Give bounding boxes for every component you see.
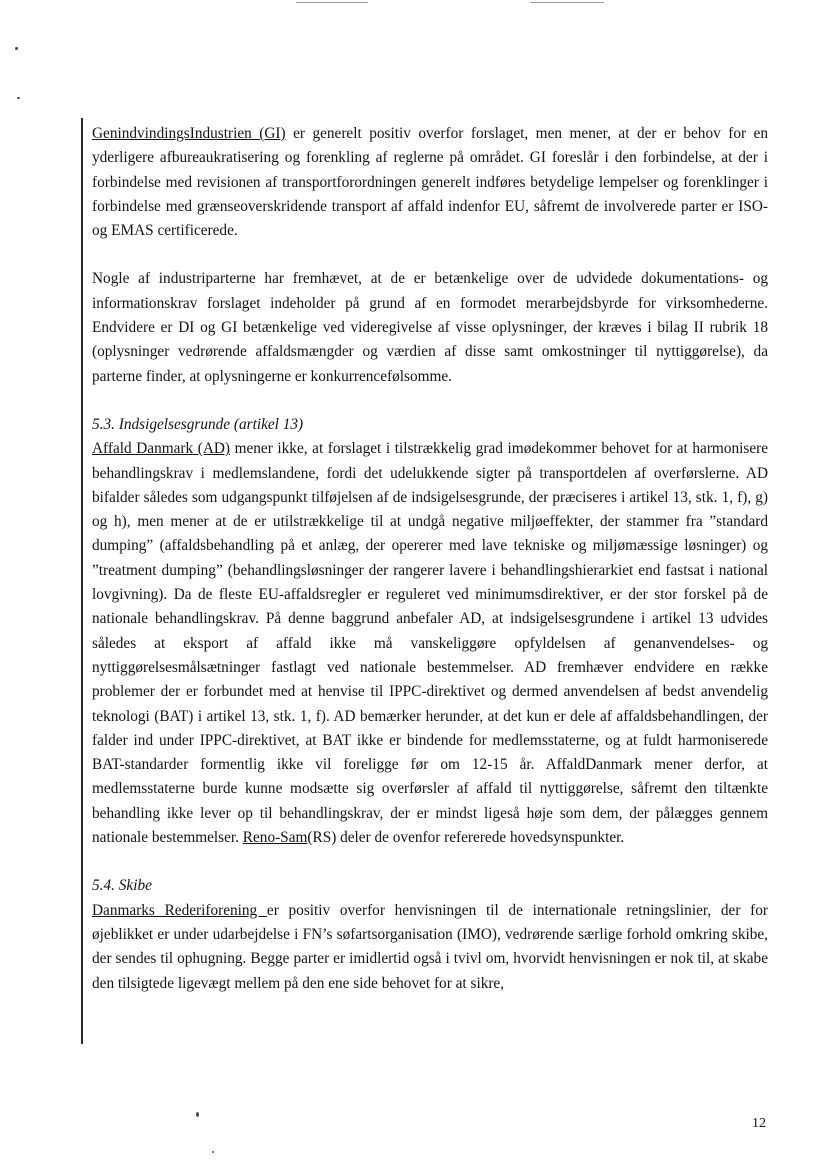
org-name-shipowners: Danmarks Rederiforening <box>92 901 267 919</box>
scan-speck <box>15 47 18 50</box>
org-name-gi: GenindvindingsIndustrien (GI) <box>92 125 286 142</box>
paragraph-ad-text: mener ikke, at forslaget i tilstrækkelig grad imødekommer behovet for at harmonisere behandlingskrav i medlemslandene, fordi det udelukkende sigter på transportdelen af overførslerne. AD bifalder således som udgangspunkt tilføjelsen af de indsigelsesgrunde, der præciseres i artikel 13, stk. 1, f), g) og h), men mener at de er utilstrækkelige til at undgå negative miljøeffekter, der stammer fra ”standard dumping” (affaldsbehandling på et anlæg, der opererer med lave tekniske og miljømæssige løsninger) og ”treatment dumping” (behandlingsløsninger der rangerer lavere i behandlingshierarkiet end fastsat i national lovgivning). Da de fleste EU-affaldsregler er reguleret ved minimumsdirektiver, er der stor forskel på de nationale behandlingskrav. På denne baggrund anbefaler AD, at indsigelsesgrundene i artikel 13 udvides således at eksport af affald ikke må vanskeliggøre opfyldelsen af genanvendelses- og nyttiggørelsesmålsætninger fastlagt ved nationale bestemmelser. AD fremhæver endvidere en række problemer der er forbundet med at henvise til IPPC-direktivet og dermed anvendelsen af bedst anvendelig teknologi (BAT) i artikel 13, stk. 1, f). AD bemærker herunder, at det kun er dele af affaldsbehandlingen, der falder ind under IPPC-direktivet, at BAT ikke er bindende for medlemsstaterne, og at fuldt harmoniserede BAT-standarder formentlig ikke vil foreligge før om 12-15 år. AffaldDanmark mener derfor, at medlemsstaterne burde kunne modsætte sig overførsler af affald til nyttiggørelse, såfremt den tiltænkte behandling ikke lever op til behandlingskrav, der er mindst ligeså høje som dem, der pålægges gennem nationale bestemmelser. <box>92 440 768 847</box>
section-heading-5-4: 5.4. Skibe <box>92 877 152 895</box>
paragraph-industry <box>92 267 768 388</box>
scan-speck <box>196 1112 199 1117</box>
paragraph-ad <box>92 437 768 850</box>
paragraph-gi <box>92 122 768 243</box>
paragraph-shipowners-text: er positiv overfor henvisningen til de internationale retningslinier, der for øjeblikket er under udarbejdelse i FN’s søfartsorganisation (IMO), vedrørende særlige forhold omkring skibe, der sendes til ophugning. Begge parter er imidlertid også i tvivl om, hvorvidt henvisningen er nok til, at skabe den tilsigtede ligevægt mellem på den ene side behovet for at sikre, <box>92 901 768 992</box>
org-name-rs: Reno-Sam <box>242 829 308 847</box>
paragraph-gi-text: er generelt positiv overfor forslaget, men mener, at der er behov for en yderligere afbureaukratisering og forenkling af reglerne på området. GI foreslår i den forbindelse, at der i forbindelse med revisionen af transportforordningen generelt indføres betydelige lempelser og forenklinger i forbindelse med grænseoverskridende transport af affald indenfor EU, såfremt de involverede parter er ISO- og EMAS certificerede. <box>92 125 768 240</box>
document-body <box>92 122 768 996</box>
section-heading-5-3: 5.3. Indsigelsesgrunde (artikel 13) <box>92 415 304 433</box>
org-name-ad: Affald Danmark (AD) <box>92 440 231 458</box>
scan-speck <box>17 97 20 99</box>
paragraph-shipowners <box>92 899 768 996</box>
top-edge-line-right <box>530 2 604 3</box>
scan-speck <box>212 1151 214 1153</box>
top-edge-line-left <box>296 2 368 3</box>
paragraph-industry-text: Nogle af industriparterne har fremhævet, at de er betænkelige over de udvidede dokumentations- og informationskrav forslaget indeholder på grund af en formodet merarbejdsbyrde for virksomhederne. Endvidere er DI og GI betænkelige ved videregivelse af visse oplysninger, der kræves i bilag II rubrik 18 (oplysninger vedrørende affaldsmængder og værdien af disse samt omkostninger til nyttiggørelse), da parterne finder, at oplysningerne er konkurrencefølsomme. <box>92 270 768 385</box>
page-number: 12 <box>752 1116 766 1131</box>
margin-revision-bar <box>81 118 83 1044</box>
paragraph-rs-text: (RS) deler de ovenfor refererede hovedsynspunkter. <box>307 829 625 847</box>
